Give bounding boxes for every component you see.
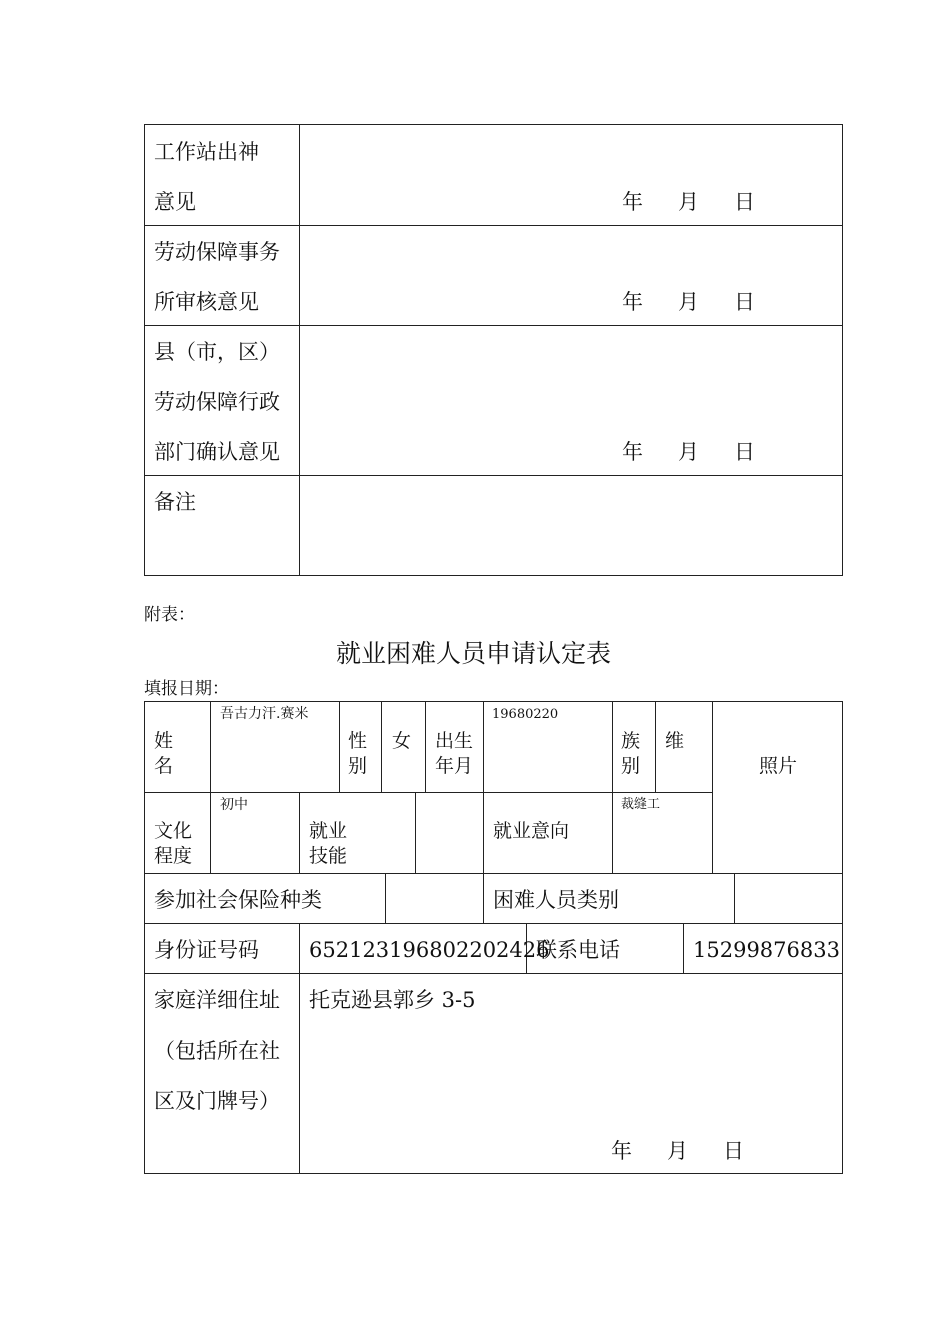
intention-value: 裁缝工 — [621, 797, 661, 812]
id-label: 身份证号码 — [154, 938, 259, 962]
form-title: 就业困难人员申请认定表 — [336, 639, 612, 668]
address-label-3: 区及门牌号） — [154, 1089, 280, 1113]
id-value: 652123196802202426 — [309, 938, 550, 962]
form-col-line — [425, 701, 426, 792]
labor-office-label-2: 所审核意见 — [154, 290, 259, 314]
fill-date-label: 填报日期： — [144, 679, 229, 699]
date-day: 日 — [734, 290, 755, 314]
skill-label-2: 技能 — [309, 845, 348, 867]
form-col-line — [210, 701, 211, 792]
form-col-line — [381, 701, 382, 792]
date-year: 年 — [622, 290, 643, 314]
form-col-line — [483, 701, 484, 792]
form-col-line — [415, 792, 416, 873]
address-label-2: （包括所在社 — [154, 1039, 280, 1063]
form-col-line — [612, 701, 613, 792]
date-month: 月 — [678, 190, 699, 214]
insurance-label: 参加社会保险种类 — [154, 888, 322, 912]
form-row-line — [144, 873, 843, 874]
date-month: 月 — [667, 1139, 688, 1163]
form-row-line — [144, 973, 843, 974]
station-opinion-label-1: 工作站出神 — [154, 140, 259, 164]
date-month: 月 — [678, 440, 699, 464]
name-value: 吾古力汗.赛米 — [220, 706, 309, 722]
photo-label: 照片 — [759, 755, 798, 777]
phone-label: 联系电话 — [536, 938, 620, 962]
address-label-1: 家庭洋细住址 — [154, 988, 280, 1012]
station-opinion-label-2: 意见 — [154, 190, 196, 214]
county-dept-label-3: 部门确认意见 — [154, 440, 280, 464]
ethnic-label-2: 别 — [621, 755, 641, 777]
form-col-line — [655, 701, 656, 792]
birth-value: 19680220 — [492, 707, 559, 722]
approval-row-line — [144, 325, 843, 326]
birth-label-1: 出生 — [435, 730, 474, 752]
name-label-1: 姓 — [154, 730, 174, 752]
approval-row-line — [144, 475, 843, 476]
date-year: 年 — [611, 1139, 632, 1163]
form-col-line — [299, 973, 300, 1174]
attachment-label: 附表： — [144, 605, 195, 625]
skill-label-1: 就业 — [309, 820, 348, 842]
date-year: 年 — [622, 190, 643, 214]
form-row-line — [144, 923, 843, 924]
education-label-1: 文化 — [154, 820, 193, 842]
gender-value: 女 — [392, 730, 412, 752]
category-label: 困难人员类别 — [493, 888, 619, 912]
form-col-line — [683, 923, 684, 973]
ethnic-value: 维 — [665, 730, 685, 752]
remarks-label: 备注 — [154, 490, 196, 514]
education-label-2: 程度 — [154, 845, 193, 867]
date-day: 日 — [734, 440, 755, 464]
education-value: 初中 — [220, 797, 248, 813]
name-label-2: 名 — [154, 755, 174, 777]
form-row-line — [144, 792, 713, 793]
gender-label-2: 别 — [348, 755, 368, 777]
phone-value: 15299876833 — [693, 938, 840, 962]
date-month: 月 — [678, 290, 699, 314]
photo-col-line — [712, 701, 713, 873]
date-day: 日 — [723, 1139, 744, 1163]
form-col-line — [385, 873, 386, 923]
labor-office-label-1: 劳动保障事务 — [154, 240, 280, 264]
ethnic-label-1: 族 — [621, 730, 641, 752]
approval-table-divider — [299, 124, 300, 576]
date-day: 日 — [734, 190, 755, 214]
form-col-line — [483, 873, 484, 923]
approval-row-line — [144, 225, 843, 226]
intention-label: 就业意向 — [493, 820, 570, 842]
form-col-line — [734, 873, 735, 923]
county-dept-label-2: 劳动保障行政 — [154, 390, 280, 414]
form-col-line — [210, 792, 211, 873]
form-col-line — [299, 792, 300, 873]
form-col-line — [299, 923, 300, 973]
form-col-line — [612, 792, 613, 873]
county-dept-label-1: 县（市，区） — [154, 340, 280, 364]
form-col-line — [339, 701, 340, 792]
date-year: 年 — [622, 440, 643, 464]
address-value: 托克逊县郭乡 3-5 — [309, 988, 476, 1012]
form-col-line — [483, 792, 484, 873]
birth-label-2: 年月 — [435, 755, 474, 777]
gender-label-1: 性 — [348, 730, 368, 752]
